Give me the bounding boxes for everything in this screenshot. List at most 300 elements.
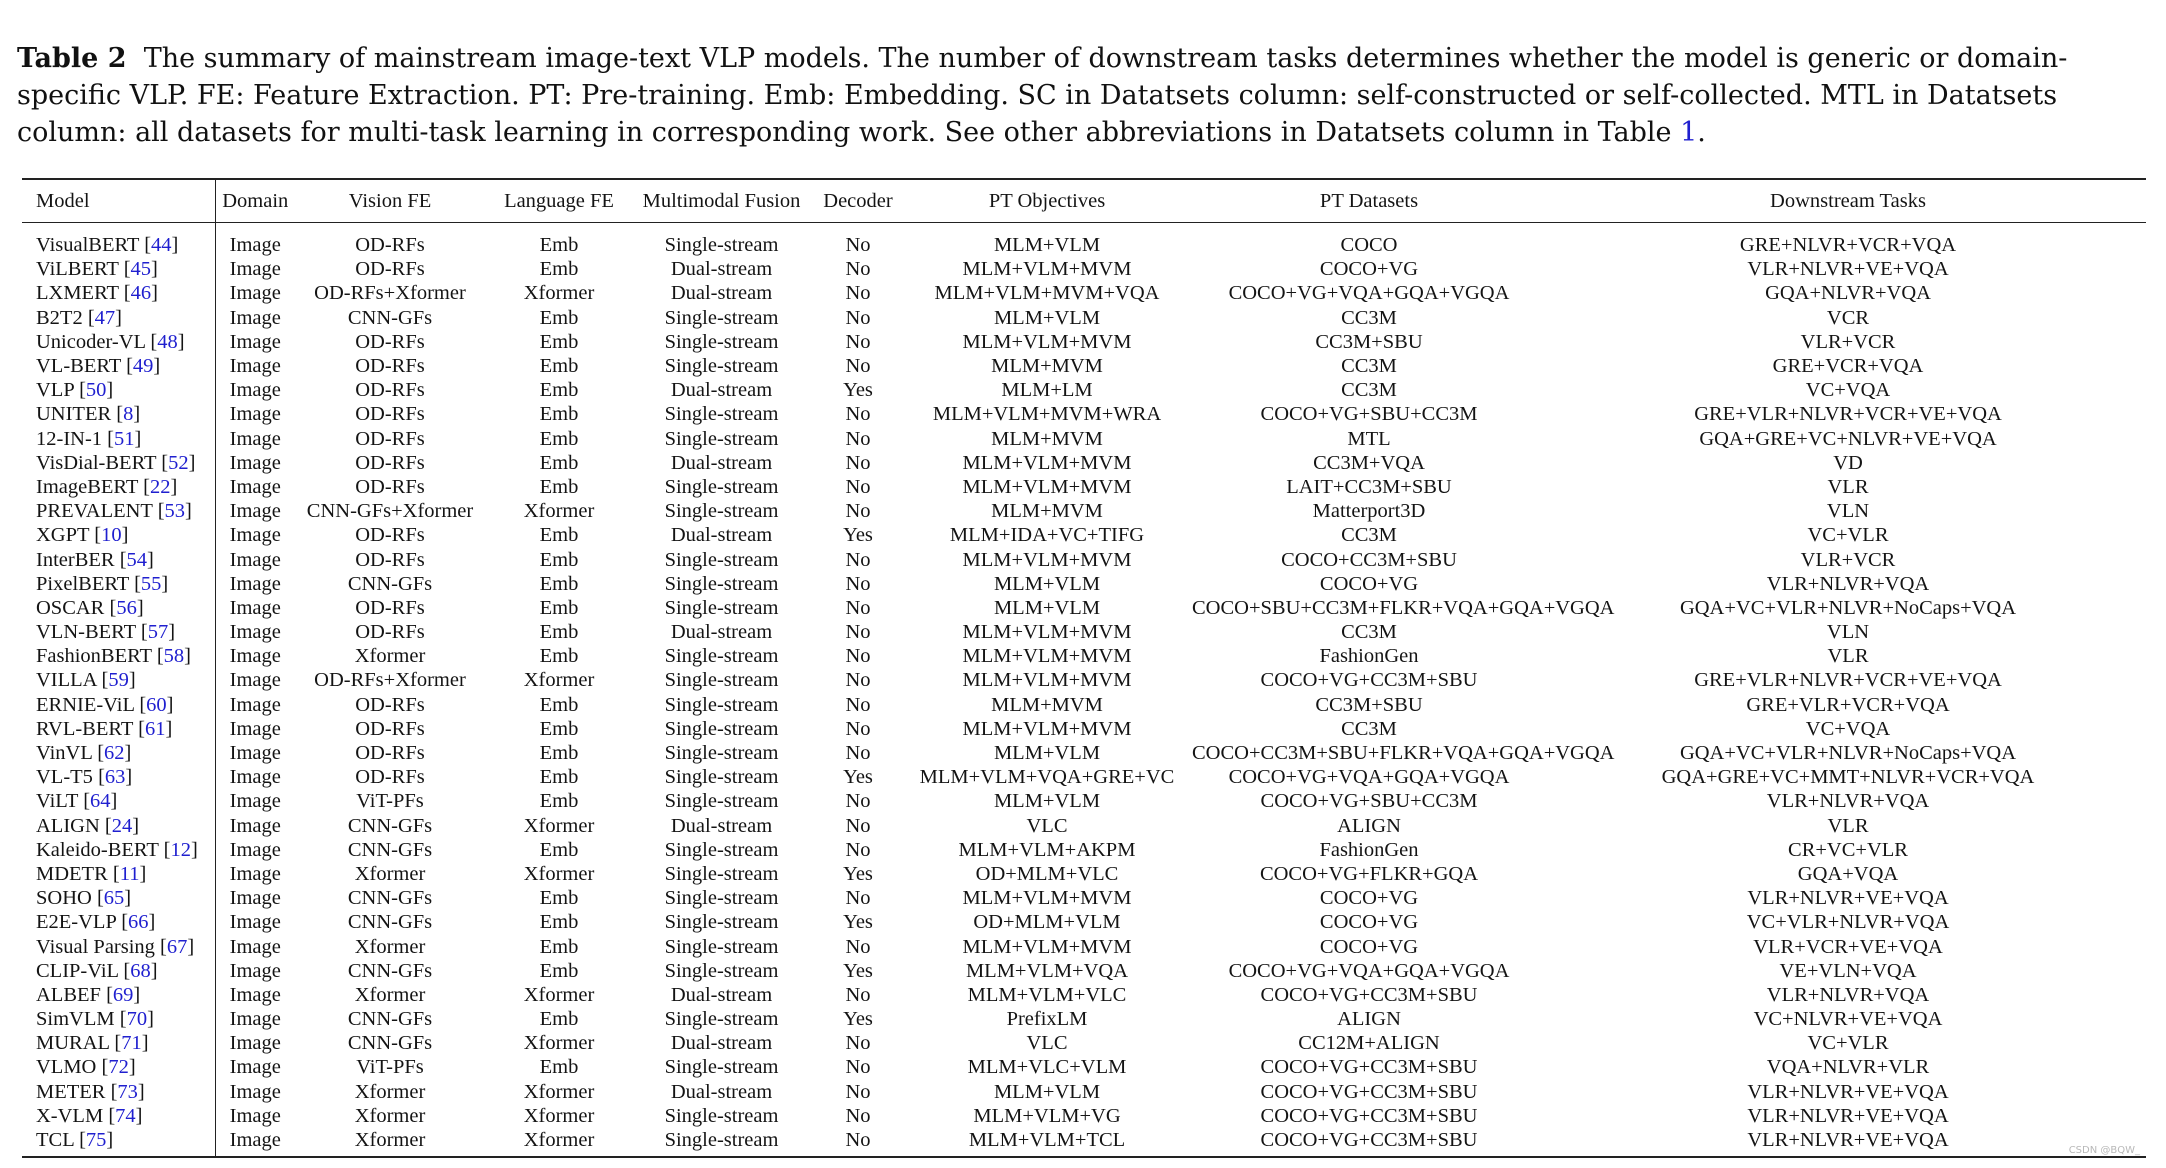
cell-downstream-tasks: GQA+GRE+VC+MMT+NLVR+VCR+VQA (1661, 766, 2035, 789)
cell-vision-fe: OD-RFs (355, 693, 425, 716)
citation-link[interactable]: 48 (157, 330, 178, 353)
citation-link[interactable]: 12 (170, 838, 191, 861)
citation-link[interactable]: 61 (144, 717, 166, 740)
citation-link[interactable]: 47 (94, 306, 116, 329)
column-header-multimodal-fusion: Multimodal Fusion (633, 179, 810, 223)
cell-language-fe: Emb (539, 451, 579, 474)
cell-language-fe: Xformer (523, 669, 595, 692)
citation-link[interactable]: 62 (104, 742, 125, 765)
cell-model: XGPT [10] (22, 523, 215, 547)
cell-model: VL-BERT [49] (22, 354, 215, 378)
cell-domain: Image (229, 911, 281, 934)
cell-language-fe: Emb (539, 306, 579, 329)
model-name: PREVALENT (36, 500, 153, 523)
table-row (22, 959, 2146, 983)
cell-language-fe: Emb (539, 234, 579, 257)
citation-link[interactable]: 71 (121, 1032, 142, 1055)
cell-pt-datasets: COCO+VG (1319, 935, 1419, 958)
cell-downstream-tasks: VLR+NLVR+VQA (1766, 983, 1930, 1006)
cell-language-fe: Xformer (485, 1128, 633, 1157)
cell-model: InterBER [54] (22, 547, 215, 571)
cell-decoder: No (845, 330, 871, 353)
cell-vision-fe: OD-RFs (355, 355, 425, 378)
citation-link[interactable]: 70 (126, 1008, 148, 1031)
cell-decoder: No (845, 355, 871, 378)
cell-decoder: No (845, 596, 871, 619)
cell-pt-datasets: CC3M (1341, 621, 1397, 644)
cell-downstream-tasks: VC+VLR+NLVR+VQA (1746, 911, 1950, 934)
cell-pt-objectives: MLM+VLM+MVM+VQA (934, 282, 1160, 305)
cell-model: B2T2 [47] (22, 306, 215, 330)
model-name: LXMERT (36, 282, 119, 305)
citation-link[interactable]: 53 (164, 500, 186, 523)
table-row (22, 934, 2146, 958)
cell-multimodal-fusion: Single-stream (664, 500, 779, 523)
cell-model: OSCAR [56] (22, 596, 215, 620)
table-row (22, 451, 2146, 475)
citation-link[interactable]: 58 (163, 645, 185, 668)
cell-vision-fe: CNN-GFs (347, 838, 433, 861)
cell-pt-objectives: VLC (1026, 1032, 1068, 1055)
citation-link[interactable]: 46 (130, 282, 152, 305)
cell-pt-objectives: MLM+VLM+MVM (962, 669, 1132, 692)
table-row (22, 1128, 2146, 1157)
citation-link[interactable]: 67 (166, 935, 188, 958)
cell-downstream-tasks: VC+VQA (1805, 379, 1891, 402)
cell-model: SOHO [65] (22, 886, 215, 910)
column-header-pt-objectives: PT Objectives (906, 179, 1188, 223)
cell-pt-datasets: Matterport3D (1312, 500, 1426, 523)
cell-decoder: No (845, 645, 871, 668)
cell-model: 12-IN-1 [51] (22, 427, 215, 451)
model-name: Visual Parsing (36, 935, 155, 958)
cell-multimodal-fusion: Single-stream (664, 645, 779, 668)
citation-link[interactable]: 60 (146, 693, 167, 716)
citation-link[interactable]: 51 (114, 427, 135, 450)
cell-language-fe: Emb (539, 766, 579, 789)
model-name: VisualBERT (36, 234, 140, 257)
cell-vision-fe: OD-RFs+Xformer (314, 669, 466, 692)
cell-domain: Image (229, 790, 281, 813)
cell-model: VLMO [72] (22, 1055, 215, 1079)
citation-link[interactable]: 66 (128, 911, 149, 934)
cell-downstream-tasks: GRE+VLR+NLVR+VCR+VE+VQA (1694, 669, 2002, 692)
cell-model: ALIGN [24] (22, 814, 215, 838)
cell-language-fe: Xformer (523, 1104, 595, 1127)
cell-vision-fe: Xformer (295, 1128, 485, 1157)
cell-model: VILLA [59] (22, 668, 215, 692)
model-name: OSCAR (36, 596, 105, 619)
cell-domain: Image (229, 427, 281, 450)
cell-model: ViLBERT [45] (22, 257, 215, 281)
cell-language-fe: Emb (539, 524, 579, 547)
model-name: FashionBERT (36, 645, 152, 668)
cell-downstream-tasks: VC+NLVR+VE+VQA (1753, 1008, 1943, 1031)
cell-vision-fe: Xformer (354, 645, 426, 668)
cell-language-fe: Emb (539, 403, 579, 426)
model-name: TCL (36, 1129, 74, 1152)
cell-decoder: No (845, 983, 871, 1006)
cell-model: Unicoder-VL [48] (22, 330, 215, 354)
cell-domain: Image (229, 983, 281, 1006)
cell-model: PREVALENT [53] (22, 499, 215, 523)
cell-vision-fe: Xformer (354, 862, 426, 885)
cell-pt-objectives: MLM+VLC+VLM (967, 1056, 1127, 1079)
citation-link[interactable]: 75 (85, 1129, 107, 1152)
cell-domain: Image (229, 572, 281, 595)
cell-vision-fe: CNN-GFs (347, 306, 433, 329)
cell-vision-fe: OD-RFs (355, 330, 425, 353)
cell-language-fe: Emb (539, 427, 579, 450)
header-row (22, 179, 2146, 223)
model-name: VLMO (36, 1056, 97, 1079)
caption-table-ref-link[interactable]: 1 (1680, 117, 1698, 148)
cell-multimodal-fusion: Single-stream (664, 403, 779, 426)
cell-pt-datasets: CC3M+VQA (1313, 451, 1425, 474)
table-row (22, 475, 2146, 499)
cell-downstream-tasks: VLR (1827, 814, 1869, 837)
table-caption (17, 40, 2157, 151)
cell-decoder: Yes (843, 959, 873, 982)
cell-multimodal-fusion: Single-stream (664, 596, 779, 619)
cell-pt-objectives: MLM+VLM+AKPM (958, 838, 1136, 861)
citation-link[interactable]: 24 (111, 814, 133, 837)
column-header-decoder: Decoder (810, 179, 906, 223)
cell-multimodal-fusion: Dual-stream (670, 258, 773, 281)
vlp-summary-table (22, 178, 2146, 1158)
cell-pt-datasets: CC3M (1341, 379, 1397, 402)
citation-link[interactable]: 52 (168, 451, 189, 474)
cell-language-fe: Emb (539, 717, 579, 740)
cell-pt-objectives: MLM+LM (1001, 379, 1093, 402)
table-row (22, 765, 2146, 789)
cell-language-fe: Emb (539, 935, 579, 958)
cell-downstream-tasks: GRE+VLR+NLVR+VCR+VE+VQA (1694, 403, 2002, 426)
cell-model: CLIP-ViL [68] (22, 959, 215, 983)
cell-model: RVL-BERT [61] (22, 717, 215, 741)
cell-pt-datasets: LAIT+CC3M+SBU (1286, 475, 1452, 498)
table-row (22, 306, 2146, 330)
citation-link[interactable]: 69 (112, 983, 134, 1006)
cell-vision-fe: CNN-GFs (347, 911, 433, 934)
cell-vision-fe: OD-RFs (355, 427, 425, 450)
cell-domain: Image (229, 887, 281, 910)
cell-pt-objectives: MLM+VLM+VQA+GRE+VC (919, 766, 1175, 789)
citation-link[interactable]: 45 (130, 258, 152, 281)
citation-link[interactable]: 59 (108, 669, 129, 692)
table-row (22, 257, 2146, 281)
cell-decoder: No (845, 572, 871, 595)
cell-pt-datasets: COCO+VG (1319, 887, 1419, 910)
cell-pt-objectives: MLM+MVM (991, 427, 1103, 450)
cell-model: METER [73] (22, 1080, 215, 1104)
model-name: SOHO (36, 887, 92, 910)
cell-decoder: No (845, 621, 871, 644)
cell-downstream-tasks: GQA+GRE+VC+NLVR+VE+VQA (1699, 427, 1997, 450)
cell-multimodal-fusion: Single-stream (633, 1128, 810, 1157)
cell-pt-datasets: COCO+VG (1319, 572, 1419, 595)
cell-pt-datasets: COCO+VG (1319, 258, 1419, 281)
cell-decoder: No (845, 306, 871, 329)
cell-pt-datasets: COCO+VG+SBU+CC3M (1260, 790, 1478, 813)
citation-link[interactable]: 64 (90, 790, 111, 813)
cell-model: ERNIE-ViL [60] (22, 693, 215, 717)
cell-domain: Image (229, 814, 281, 837)
cell-pt-datasets: MTL (1347, 427, 1391, 450)
cell-domain: Image (229, 258, 281, 281)
cell-model: TCL [75] (22, 1128, 215, 1157)
table-row (22, 1055, 2146, 1079)
cell-vision-fe: ViT-PFs (356, 1056, 424, 1079)
cell-pt-datasets: COCO+CC3M+SBU (1281, 548, 1457, 571)
cell-vision-fe: Xformer (354, 1080, 426, 1103)
cell-pt-datasets: CC3M (1341, 717, 1397, 740)
cell-pt-objectives: OD+MLM+VLC (975, 862, 1119, 885)
cell-language-fe: Xformer (523, 1080, 595, 1103)
cell-multimodal-fusion: Single-stream (664, 355, 779, 378)
cell-decoder: No (845, 1104, 871, 1127)
table-row (22, 1080, 2146, 1104)
column-header-model: Model (22, 179, 215, 223)
cell-vision-fe: CNN-GFs (347, 959, 433, 982)
model-name: RVL-BERT (36, 717, 133, 740)
cell-vision-fe: CNN-GFs+Xformer (306, 500, 474, 523)
cell-vision-fe: ViT-PFs (356, 790, 424, 813)
citation-link[interactable]: 10 (101, 524, 122, 547)
cell-multimodal-fusion: Single-stream (664, 959, 779, 982)
citation-link[interactable]: 11 (119, 862, 140, 885)
cell-multimodal-fusion: Dual-stream (670, 1032, 773, 1055)
table-row (22, 1104, 2146, 1128)
column-header-downstream-tasks: Downstream Tasks (1550, 179, 2146, 223)
cell-decoder: No (845, 1032, 871, 1055)
cell-domain: Image (229, 838, 281, 861)
cell-language-fe: Emb (539, 693, 579, 716)
citation-link[interactable]: 63 (104, 766, 126, 789)
cell-multimodal-fusion: Single-stream (664, 717, 779, 740)
model-name: VisDial-BERT (36, 451, 157, 474)
cell-multimodal-fusion: Single-stream (664, 838, 779, 861)
cell-language-fe: Emb (539, 596, 579, 619)
table-row (22, 427, 2146, 451)
model-name: Unicoder-VL (36, 330, 146, 353)
citation-link[interactable]: 8 (123, 403, 134, 426)
cell-vision-fe: OD-RFs (355, 524, 425, 547)
citation-link[interactable]: 56 (116, 596, 137, 619)
cell-pt-objectives: MLM+MVM (991, 355, 1103, 378)
model-name: CLIP-ViL (36, 959, 119, 982)
model-name: XGPT (36, 524, 90, 547)
cell-multimodal-fusion: Dual-stream (670, 983, 773, 1006)
model-name: ViLT (36, 790, 79, 813)
cell-domain: Image (229, 500, 281, 523)
cell-domain: Image (229, 475, 281, 498)
cell-downstream-tasks: GQA+VC+VLR+NLVR+NoCaps+VQA (1679, 742, 2017, 765)
cell-pt-datasets: COCO+VG+CC3M+SBU (1188, 1128, 1550, 1157)
citation-link[interactable]: 74 (115, 1104, 136, 1127)
cell-vision-fe: OD-RFs (355, 475, 425, 498)
citation-link[interactable]: 57 (147, 621, 169, 644)
citation-link[interactable]: 54 (126, 548, 148, 571)
cell-multimodal-fusion: Dual-stream (670, 451, 773, 474)
cell-model: ImageBERT [22] (22, 475, 215, 499)
cell-domain: Image (229, 355, 281, 378)
cell-multimodal-fusion: Single-stream (664, 742, 779, 765)
cell-model: Visual Parsing [67] (22, 934, 215, 958)
cell-model: ALBEF [69] (22, 983, 215, 1007)
cell-domain: Image (229, 330, 281, 353)
citation-link[interactable]: 44 (151, 234, 172, 257)
table-row (22, 1007, 2146, 1031)
cell-pt-datasets: CC3M (1341, 355, 1397, 378)
cell-model: VinVL [62] (22, 741, 215, 765)
cell-pt-datasets: COCO+CC3M+SBU+FLKR+VQA+GQA+VGQA (1192, 742, 1615, 765)
cell-decoder: No (845, 451, 871, 474)
cell-multimodal-fusion: Single-stream (664, 475, 779, 498)
cell-decoder: No (845, 1056, 871, 1079)
cell-decoder: No (845, 282, 871, 305)
citation-link[interactable]: 73 (117, 1080, 138, 1103)
cell-pt-datasets: CC3M+SBU (1315, 330, 1423, 353)
cell-multimodal-fusion: Dual-stream (670, 1080, 773, 1103)
cell-vision-fe: OD-RFs (355, 548, 425, 571)
cell-decoder: Yes (843, 911, 873, 934)
model-name: ImageBERT (36, 475, 139, 498)
cell-pt-objectives: MLM+VLM+VG (973, 1104, 1121, 1127)
cell-pt-objectives: MLM+VLM (993, 742, 1101, 765)
cell-decoder: Yes (843, 862, 873, 885)
cell-pt-objectives: MLM+MVM (991, 500, 1103, 523)
cell-pt-datasets: COCO+VG+CC3M+SBU (1260, 1104, 1478, 1127)
cell-language-fe: Xformer (523, 862, 595, 885)
caption-label: Table 2 (17, 43, 127, 74)
cell-pt-objectives: MLM+VLM+MVM (962, 548, 1132, 571)
cell-vision-fe: OD-RFs (355, 717, 425, 740)
cell-vision-fe: OD-RFs (355, 379, 425, 402)
table-row (22, 330, 2146, 354)
cell-pt-datasets: COCO+VG+VQA+GQA+VGQA (1228, 766, 1510, 789)
table-row (22, 378, 2146, 402)
cell-domain: Image (229, 669, 281, 692)
citation-link[interactable]: 50 (85, 379, 107, 402)
model-name: ERNIE-ViL (36, 693, 135, 716)
cell-pt-datasets: FashionGen (1319, 838, 1419, 861)
cell-pt-objectives: MLM+VLM+MVM (962, 887, 1132, 910)
cell-pt-datasets: COCO+VG+CC3M+SBU (1260, 983, 1478, 1006)
citation-link[interactable]: 22 (149, 475, 171, 498)
cell-downstream-tasks: VD (1833, 451, 1863, 474)
citation-link[interactable]: 68 (130, 959, 151, 982)
citation-link[interactable]: 65 (103, 887, 125, 910)
cell-downstream-tasks: GRE+NLVR+VCR+VQA (1739, 234, 1957, 257)
cell-vision-fe: CNN-GFs (347, 887, 433, 910)
cell-model: ViLT [64] (22, 789, 215, 813)
cell-multimodal-fusion: Single-stream (664, 911, 779, 934)
cell-multimodal-fusion: Single-stream (664, 330, 779, 353)
table-row (22, 547, 2146, 571)
table-row (22, 572, 2146, 596)
cell-downstream-tasks: VLR+NLVR+VQA (1766, 790, 1930, 813)
caption-text: The summary of mainstream image-text VLP models. The number of downstream tasks determines whether the model is generic or domain-specific VLP. FE: Feature Extraction. PT: Pre-training. Emb: Embedding. SC in Datatsets column: self-constructed or self-collected. MTL in Datatsets column: all datasets for multi-task learning in corresponding work. See other abbreviations in Datatsets column in Table (17, 43, 2068, 148)
cell-language-fe: Emb (539, 742, 579, 765)
cell-multimodal-fusion: Single-stream (664, 548, 779, 571)
cell-model: VisualBERT [44] (22, 223, 215, 258)
cell-pt-objectives: MLM+VLM+MVM (962, 258, 1132, 281)
cell-downstream-tasks: VQA+NLVR+VLR (1766, 1056, 1930, 1079)
cell-model: LXMERT [46] (22, 281, 215, 305)
cell-decoder: Yes (843, 766, 873, 789)
cell-downstream-tasks: GQA+VC+VLR+NLVR+NoCaps+VQA (1679, 596, 2017, 619)
model-name: E2E-VLP (36, 911, 117, 934)
citation-link[interactable]: 72 (108, 1056, 129, 1079)
cell-pt-datasets: COCO+VG+CC3M+SBU (1260, 1056, 1478, 1079)
cell-downstream-tasks: VLN (1826, 500, 1870, 523)
cell-multimodal-fusion: Dual-stream (670, 379, 773, 402)
cell-pt-datasets: CC12M+ALIGN (1298, 1032, 1440, 1055)
cell-decoder: Yes (843, 379, 873, 402)
cell-downstream-tasks: VLR+VCR (1800, 330, 1896, 353)
cell-domain: Image (229, 234, 281, 257)
model-name: X-VLM (36, 1104, 104, 1127)
model-name: METER (36, 1080, 106, 1103)
cell-vision-fe: OD-RFs (355, 403, 425, 426)
cell-language-fe: Emb (539, 911, 579, 934)
model-name: Kaleido-BERT (36, 838, 159, 861)
cell-vision-fe: OD-RFs (355, 742, 425, 765)
cell-vision-fe: Xformer (354, 1104, 426, 1127)
model-name: VL-BERT (36, 355, 121, 378)
model-name: SimVLM (36, 1008, 115, 1031)
cell-vision-fe: CNN-GFs (347, 572, 433, 595)
cell-downstream-tasks: VLR+VCR+VE+VQA (1753, 935, 1943, 958)
cell-pt-datasets: CC3M (1341, 306, 1397, 329)
cell-domain: Image (229, 742, 281, 765)
cell-domain: Image (229, 1032, 281, 1055)
cell-multimodal-fusion: Dual-stream (670, 524, 773, 547)
cell-domain: Image (229, 596, 281, 619)
citation-link[interactable]: 55 (140, 572, 162, 595)
cell-pt-objectives: PrefixLM (1006, 1008, 1088, 1031)
cell-multimodal-fusion: Single-stream (664, 572, 779, 595)
cell-decoder: No (845, 742, 871, 765)
cell-decoder: No (845, 500, 871, 523)
cell-multimodal-fusion: Single-stream (664, 766, 779, 789)
cell-downstream-tasks: VE+VLN+VQA (1779, 959, 1917, 982)
cell-downstream-tasks: VLR+NLVR+VE+VQA (1747, 1104, 1949, 1127)
cell-vision-fe: OD-RFs (355, 596, 425, 619)
column-header-vision-fe: Vision FE (295, 179, 485, 223)
watermark: CSDN @BQW_ (2068, 1145, 2140, 1156)
cell-pt-objectives: MLM+VLM+MVM (962, 645, 1132, 668)
cell-model: VisDial-BERT [52] (22, 451, 215, 475)
cell-pt-objectives: MLM+VLM+MVM (962, 451, 1132, 474)
cell-downstream-tasks: VLR+NLVR+VE+VQA (1747, 1080, 1949, 1103)
vlp-summary-table-container (22, 178, 2146, 1158)
cell-decoder: No (845, 935, 871, 958)
citation-link[interactable]: 49 (132, 355, 154, 378)
cell-downstream-tasks: VLR+NLVR+VQA (1766, 572, 1930, 595)
cell-vision-fe: CNN-GFs (347, 814, 433, 837)
cell-domain: Image (229, 1008, 281, 1031)
cell-model: VLP [50] (22, 378, 215, 402)
cell-vision-fe: OD-RFs+Xformer (314, 282, 466, 305)
cell-multimodal-fusion: Dual-stream (670, 814, 773, 837)
cell-multimodal-fusion: Single-stream (664, 862, 779, 885)
table-header (22, 179, 2146, 223)
cell-downstream-tasks: VLR (1827, 475, 1869, 498)
cell-language-fe: Xformer (523, 1032, 595, 1055)
cell-pt-datasets: COCO+VG+FLKR+GQA (1259, 862, 1479, 885)
